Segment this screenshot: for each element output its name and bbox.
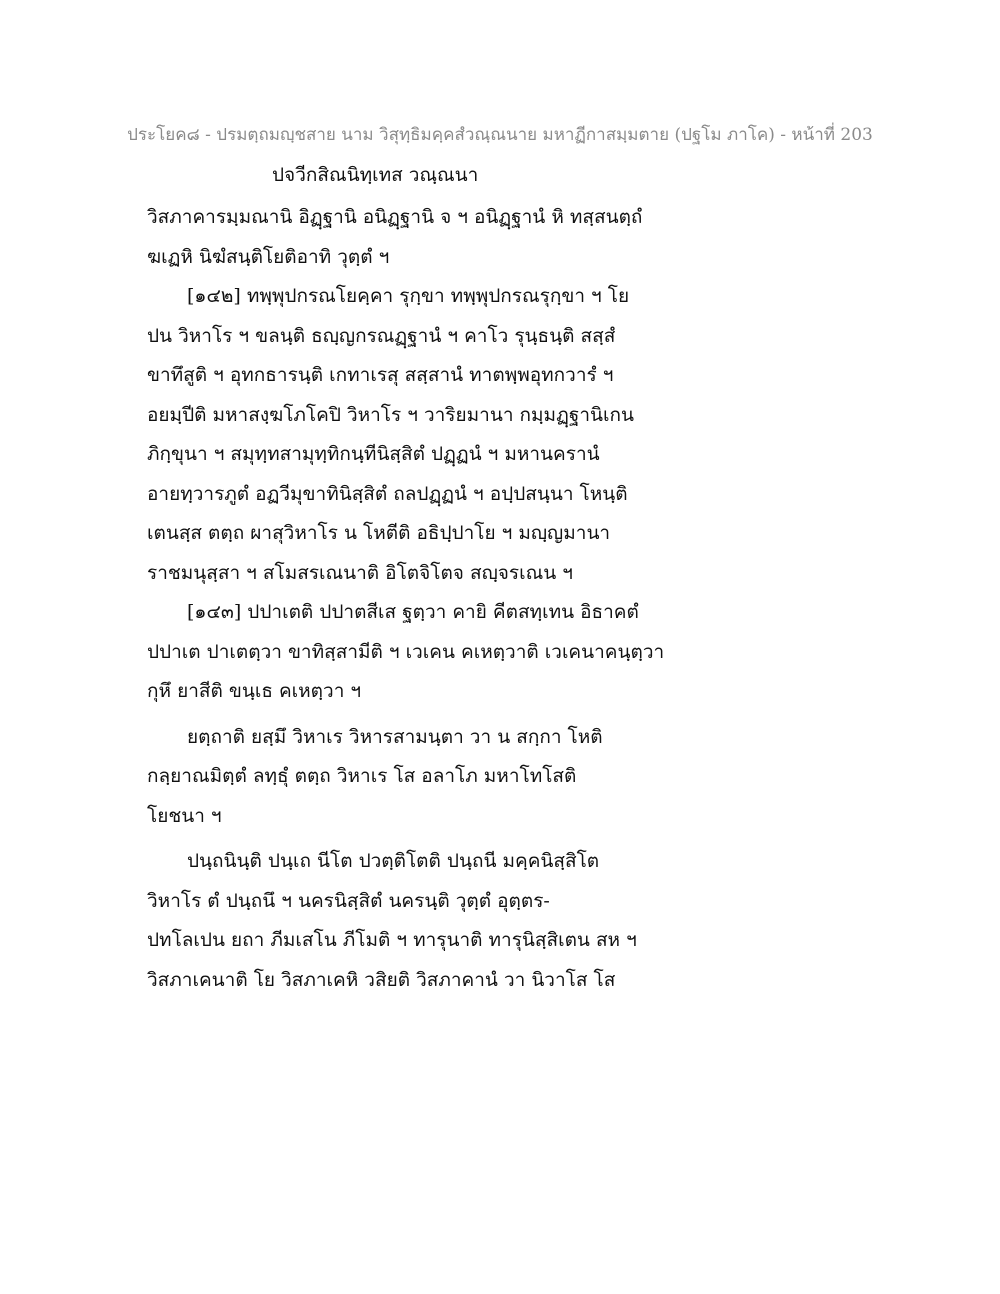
text-line: อายทฺวารภูตํ อฏวีมุขาทินิสฺสิตํ ถลปฏฺฏนํ ฯ อปฺปสนฺนา โหนฺติ [147, 482, 628, 505]
text-line: [๑๔๓] ปปาเตติ ปปาตสีเส ฐตฺวา คายิ คีตสทฺเทน อิธาคตํ [187, 601, 639, 623]
text-line: ฆเฏหิ นิฆํสนฺติโยติอาทิ วุตฺตํ ฯ [147, 245, 390, 268]
text-line: ปปาเต ปาเตตฺวา ขาทิสฺสามีติ ฯ เวเคน คเหตฺวาติ เวเคนาคนฺตฺวา [147, 640, 665, 663]
paragraph-3 [147, 593, 707, 712]
text-line: อยมฺปีติ มหาสงฺฆโภโคปิ วิหาโร ฯ วาริยมานา กมฺมฏฺฐานิเกน [147, 403, 634, 426]
text-line: โยชนา ฯ [147, 804, 222, 827]
text-line: [๑๔๒] ทพฺพุปกรณโยคฺคา รุกฺขา ทพฺพุปกรณรุกฺขา ฯ โย [187, 285, 630, 307]
text-line: ยตฺถาติ ยสฺมึ วิหาเร วิหารสามนฺตา วา น สกฺกา โหติ [187, 725, 603, 748]
section-title: ปจวีกสิณนิทฺเทส วณฺณนา [272, 164, 479, 186]
running-header: ประโยค๘ - ปรมตฺถมญฺชสาย นาม วิสุทฺธิมคฺคสํวณฺณนาย มหาฏีกาสมฺมตาย (ปฐโม ภาโค) - หน้าที่ 203 [127, 125, 873, 145]
text-line: ภิกฺขุนา ฯ สมุทฺทสามุทฺทิกนฺทีนิสฺสิตํ ปฏฺฏนํ ฯ มหานครานํ [147, 443, 600, 465]
paragraph-4 [147, 718, 707, 837]
text-line: วิหาโร ตํ ปนฺถนึ ฯ นครนิสฺสิตํ นครนฺติ วุตฺตํ อุตฺตร- [147, 889, 550, 912]
text-line: ปทโลเปน ยถา ภีมเสโน ภีโมติ ฯ ทารุนาติ ทารุนิสฺสิเตน สห ฯ [147, 929, 637, 951]
text-line: กุหึ ยาสีติ ขนฺเธ คเหตฺวา ฯ [147, 680, 362, 702]
text-line: วิสภาเคนาติ โย วิสภาเคหิ วสิยติ วิสภาคานํ วา นิวาโส โส [147, 968, 616, 991]
text-line: ปน วิหาโร ฯ ขลนฺติ ธญฺญกรณฏฺฐานํ ฯ คาโว รุนฺธนฺติ สสฺสํ [147, 324, 616, 347]
paragraph-1 [147, 198, 707, 277]
text-line: ขาทึสูติ ฯ อุทกธารนฺติ เกทาเรสุ สสฺสานํ ทาตพฺพอุทกวารํ ฯ [147, 364, 614, 386]
body-text [147, 198, 707, 1000]
text-line: ราชมนุสฺสา ฯ สโมสรเณนาติ อิโตจิโตจ สญฺจรเณน ฯ [147, 561, 573, 584]
paragraph-5 [147, 842, 707, 1000]
text-line: กลฺยาณมิตฺตํ ลทฺธุํ ตตฺถ วิหาเร โส อลาโภ มหาโทโสติ [147, 765, 577, 787]
text-line: ปนฺถนินฺติ ปนฺเถ นีโต ปวตฺติโตติ ปนฺถนี มคฺคนิสฺสิโต [187, 850, 600, 872]
text-line: วิสภาคารมฺมณานิ อิฏฺฐานิ อนิฏฺฐานิ จ ฯ อนิฏฺฐานํ หิ ทสฺสนตฺถํ [147, 206, 643, 228]
text-line: เตนสฺส ตตฺถ ผาสุวิหาโร น โหตีติ อธิปฺปาโย ฯ มญฺญมานา [147, 522, 611, 544]
paragraph-2 [147, 277, 707, 593]
